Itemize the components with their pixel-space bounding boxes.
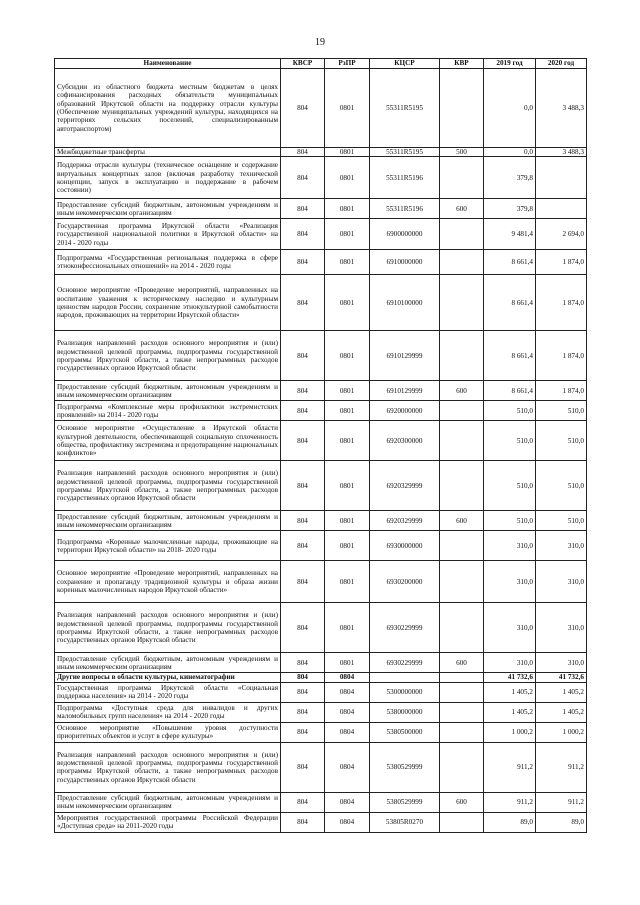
cell-2019: 1 000,2 <box>484 722 536 742</box>
cell-kcsr: 6910000000 <box>370 250 440 275</box>
cell-2020: 1 874,0 <box>536 250 587 275</box>
cell-kvsr: 804 <box>281 421 325 461</box>
cell-kvr <box>440 275 484 331</box>
cell-2019: 89,0 <box>484 812 536 832</box>
cell-kvsr: 804 <box>281 792 325 812</box>
page-number: 19 <box>315 37 325 48</box>
cell-2019: 911,2 <box>484 792 536 812</box>
table-row <box>55 561 587 603</box>
cell-2019: 310,0 <box>484 603 536 653</box>
cell-kvr <box>440 673 484 682</box>
cell-2019: 510,0 <box>484 421 536 461</box>
cell-kvsr: 804 <box>281 702 325 722</box>
cell-2019: 310,0 <box>484 653 536 673</box>
cell-kvr: 600 <box>440 381 484 401</box>
table-row <box>55 531 587 561</box>
table-row <box>55 219 587 250</box>
cell-rzpr: 0801 <box>325 401 370 421</box>
cell-2019: 8 661,4 <box>484 381 536 401</box>
cell-kvsr: 804 <box>281 682 325 702</box>
cell-rzpr: 0801 <box>325 219 370 250</box>
cell-kvr <box>440 461 484 511</box>
cell-kvr: 600 <box>440 199 484 219</box>
cell-kcsr: 55311R5196 <box>370 199 440 219</box>
cell-2019: 8 661,4 <box>484 250 536 275</box>
cell-kvsr: 804 <box>281 603 325 653</box>
table-row <box>55 682 587 702</box>
cell-kvsr: 804 <box>281 461 325 511</box>
cell-2019: 310,0 <box>484 531 536 561</box>
cell-2019: 41 732,6 <box>484 673 536 682</box>
table-row <box>55 812 587 832</box>
cell-name: Государственная программа Иркутской области «Социальная поддержка населения» на 2014 - 2020 годы <box>55 682 281 702</box>
cell-kvsr: 804 <box>281 511 325 531</box>
cell-2020: 1 874,0 <box>536 331 587 381</box>
cell-rzpr: 0801 <box>325 421 370 461</box>
cell-rzpr: 0804 <box>325 673 370 682</box>
cell-rzpr: 0801 <box>325 199 370 219</box>
cell-kcsr: 6930229999 <box>370 603 440 653</box>
cell-2020: 2 694,0 <box>536 219 587 250</box>
cell-2020: 911,2 <box>536 792 587 812</box>
table-row <box>55 148 587 157</box>
cell-kvr <box>440 682 484 702</box>
cell-kvsr: 804 <box>281 69 325 148</box>
cell-kcsr: 53805R0270 <box>370 812 440 832</box>
cell-kcsr: 6910100000 <box>370 275 440 331</box>
cell-kvr <box>440 401 484 421</box>
cell-2020: 89,0 <box>536 812 587 832</box>
cell-2019: 0,0 <box>484 69 536 148</box>
cell-kcsr: 6920329999 <box>370 511 440 531</box>
cell-rzpr: 0804 <box>325 722 370 742</box>
cell-kcsr: 55311R5196 <box>370 157 440 199</box>
cell-kvsr: 804 <box>281 673 325 682</box>
header-kvr: КВР <box>440 59 484 69</box>
cell-kvsr: 804 <box>281 653 325 673</box>
cell-2019: 1 405,2 <box>484 682 536 702</box>
cell-2020: 510,0 <box>536 461 587 511</box>
cell-kvsr: 804 <box>281 148 325 157</box>
table-row <box>55 275 587 331</box>
cell-2019: 379,8 <box>484 157 536 199</box>
cell-kcsr: 5380529999 <box>370 742 440 792</box>
cell-kvsr: 804 <box>281 275 325 331</box>
cell-kcsr: 6930229999 <box>370 653 440 673</box>
table-row <box>55 742 587 792</box>
table-row <box>55 69 587 148</box>
cell-kvr: 600 <box>440 792 484 812</box>
cell-name: Другие вопросы в области культуры, кинематографии <box>55 673 281 682</box>
cell-kvr <box>440 702 484 722</box>
cell-rzpr: 0804 <box>325 742 370 792</box>
cell-kvsr: 804 <box>281 742 325 792</box>
cell-2020 <box>536 157 587 199</box>
cell-kvsr: 804 <box>281 531 325 561</box>
cell-name: Основное мероприятие «Проведение мероприятий, направленных на сохранение и пропаганду традиционной культуры и образа жизни коренных малочисленных народов Иркутской области» <box>55 561 281 603</box>
cell-kvr <box>440 219 484 250</box>
table-row <box>55 603 587 653</box>
cell-name: Подпрограмма «Доступная среда для инвалидов и других маломобильных групп населения» на 2014 - 2020 годы <box>55 702 281 722</box>
cell-kcsr: 6900000000 <box>370 219 440 250</box>
cell-name: Реализация направлений расходов основного мероприятия и (или) ведомственной целевой программы, подпрограммы государственной программы Иркутской области, а также непрограммных расходов государственных органов Иркутской области <box>55 461 281 511</box>
cell-2020: 1 405,2 <box>536 702 587 722</box>
cell-name: Предоставление субсидий бюджетным, автономным учреждениям и иным некоммерческим организациям <box>55 653 281 673</box>
cell-name: Основное мероприятие «Осуществление в Иркутской области культурной деятельности, обеспечивающей социальную сплоченность общества, профилактику экстремизма и предотвращение национальных конфликтов» <box>55 421 281 461</box>
cell-rzpr: 0801 <box>325 511 370 531</box>
table-row <box>55 331 587 381</box>
cell-kcsr: 5380000000 <box>370 702 440 722</box>
cell-kvsr: 804 <box>281 331 325 381</box>
cell-kcsr: 6910129999 <box>370 381 440 401</box>
cell-name: Реализация направлений расходов основного мероприятия и (или) ведомственной целевой программы, подпрограммы государственной программы Иркутской области, а также непрограммных расходов государственных органов Иркутской области <box>55 331 281 381</box>
cell-kvsr: 804 <box>281 250 325 275</box>
cell-rzpr: 0801 <box>325 461 370 511</box>
cell-name: Реализация направлений расходов основного мероприятия и (или) ведомственной целевой программы, подпрограммы государственной программы Иркутской области, а также непрограммных расходов государственных органов Иркутской области <box>55 742 281 792</box>
cell-2020: 1 000,2 <box>536 722 587 742</box>
cell-kvr <box>440 250 484 275</box>
cell-name: Предоставление субсидий бюджетным, автономным учреждениям и иным некоммерческим организациям <box>55 511 281 531</box>
table-row <box>55 792 587 812</box>
table-row <box>55 461 587 511</box>
cell-2020: 510,0 <box>536 421 587 461</box>
cell-2019: 310,0 <box>484 561 536 603</box>
cell-2019: 9 481,4 <box>484 219 536 250</box>
header-2020: 2020 год <box>536 59 587 69</box>
cell-name: Основное мероприятие «Повышение уровня доступности приоритетных объектов и услуг в сфере культуры» <box>55 722 281 742</box>
cell-kvr <box>440 742 484 792</box>
cell-kvsr: 804 <box>281 219 325 250</box>
header-rzpr: РзПР <box>325 59 370 69</box>
cell-rzpr: 0804 <box>325 682 370 702</box>
table-row <box>55 381 587 401</box>
cell-rzpr: 0801 <box>325 561 370 603</box>
cell-kcsr: 6920000000 <box>370 401 440 421</box>
table-row <box>55 673 587 682</box>
cell-kvr <box>440 812 484 832</box>
cell-rzpr: 0801 <box>325 331 370 381</box>
cell-2019: 510,0 <box>484 511 536 531</box>
cell-2019: 510,0 <box>484 461 536 511</box>
cell-kcsr <box>370 673 440 682</box>
cell-rzpr: 0801 <box>325 381 370 401</box>
cell-rzpr: 0804 <box>325 812 370 832</box>
cell-2020 <box>536 199 587 219</box>
cell-kvr: 600 <box>440 511 484 531</box>
cell-kvr <box>440 531 484 561</box>
cell-2020: 510,0 <box>536 401 587 421</box>
cell-2020: 3 488,3 <box>536 148 587 157</box>
table-row <box>55 511 587 531</box>
cell-name: Основное мероприятие «Проведение мероприятий, направленных на воспитание уважения к историческому наследию и культурным ценностям народов России, сохранение этнокультурной самобытности народов, проживающих на территории Иркутской области» <box>55 275 281 331</box>
cell-kvsr: 804 <box>281 199 325 219</box>
cell-2019: 510,0 <box>484 401 536 421</box>
cell-name: Предоставление субсидий бюджетным, автономным учреждениям и иным некоммерческим организациям <box>55 381 281 401</box>
cell-2020: 1 405,2 <box>536 682 587 702</box>
table-row <box>55 653 587 673</box>
cell-kcsr: 6910129999 <box>370 331 440 381</box>
cell-kcsr: 6930200000 <box>370 561 440 603</box>
cell-kvsr: 804 <box>281 812 325 832</box>
cell-kcsr: 55311R5195 <box>370 69 440 148</box>
cell-name: Подпрограмма «Государственная региональная поддержка в сфере этноконфессиональных отношений» на 2014 - 2020 годы <box>55 250 281 275</box>
cell-kvr <box>440 603 484 653</box>
cell-kvr <box>440 421 484 461</box>
cell-kvr <box>440 157 484 199</box>
cell-name: Предоставление субсидий бюджетным, автономным учреждениям и иным некоммерческим организациям <box>55 199 281 219</box>
cell-name: Государственная программа Иркутской области «Реализация государственной национальной политики в Иркутской области» на 2014 - 2020 годы <box>55 219 281 250</box>
cell-name: Мероприятия государственной программы Российской Федерации «Доступная среда» на 2011-2020 годы <box>55 812 281 832</box>
table-row <box>55 250 587 275</box>
cell-kcsr: 6920329999 <box>370 461 440 511</box>
header-kcsr: КЦСР <box>370 59 440 69</box>
cell-kcsr: 6920300000 <box>370 421 440 461</box>
table-row <box>55 199 587 219</box>
cell-kvr <box>440 69 484 148</box>
cell-name: Субсидии из областного бюджета местным бюджетам в целях софинансирования расходных обязательств муниципальных образований Иркутской области на поддержку отрасли культуры (Обеспечение муниципальных учреждений культуры, находящихся на территориях сельских поселений, специализированным автотранспортом) <box>55 69 281 148</box>
cell-name: Межбюджетные трансферты <box>55 148 281 157</box>
cell-2020: 1 874,0 <box>536 381 587 401</box>
header-2019: 2019 год <box>484 59 536 69</box>
cell-2020: 310,0 <box>536 603 587 653</box>
cell-kvsr: 804 <box>281 722 325 742</box>
cell-kcsr: 5380529999 <box>370 792 440 812</box>
cell-kvr <box>440 331 484 381</box>
cell-rzpr: 0801 <box>325 157 370 199</box>
table-row <box>55 722 587 742</box>
cell-rzpr: 0801 <box>325 275 370 331</box>
cell-kvsr: 804 <box>281 157 325 199</box>
header-kvsr: КВСР <box>281 59 325 69</box>
table-row <box>55 157 587 199</box>
cell-name: Поддержка отрасли культуры (техническое оснащение и содержание виртуальных концертных залов (включая разработку технической концепции, запуск в эксплуатацию и поддержание в рабочем состоянии) <box>55 157 281 199</box>
cell-kvsr: 804 <box>281 561 325 603</box>
cell-rzpr: 0801 <box>325 531 370 561</box>
cell-kvr: 600 <box>440 653 484 673</box>
cell-name: Реализация направлений расходов основного мероприятия и (или) ведомственной целевой программы, подпрограммы государственной программы Иркутской области, а также непрограммных расходов государственных органов Иркутской области <box>55 603 281 653</box>
cell-2019: 0,0 <box>484 148 536 157</box>
cell-kvr: 500 <box>440 148 484 157</box>
table-row <box>55 702 587 722</box>
cell-kcsr: 55311R5195 <box>370 148 440 157</box>
cell-kcsr: 5380500000 <box>370 722 440 742</box>
cell-kvr <box>440 722 484 742</box>
table-body <box>55 69 587 833</box>
cell-kcsr: 5300000000 <box>370 682 440 702</box>
cell-2020: 3 488,3 <box>536 69 587 148</box>
cell-rzpr: 0804 <box>325 792 370 812</box>
budget-table <box>54 58 587 833</box>
cell-kvr <box>440 561 484 603</box>
cell-rzpr: 0801 <box>325 250 370 275</box>
cell-rzpr: 0804 <box>325 702 370 722</box>
cell-name: Предоставление субсидий бюджетным, автономным учреждениям и иным некоммерческим организациям <box>55 792 281 812</box>
cell-2019: 8 661,4 <box>484 331 536 381</box>
cell-2019: 1 405,2 <box>484 702 536 722</box>
cell-2020: 310,0 <box>536 561 587 603</box>
table-row <box>55 421 587 461</box>
cell-2020: 41 732,6 <box>536 673 587 682</box>
cell-kcsr: 6930000000 <box>370 531 440 561</box>
cell-2019: 379,8 <box>484 199 536 219</box>
cell-name: Подпрограмма «Комплексные меры профилактики экстремистских проявлений» на 2014 - 2020 годы <box>55 401 281 421</box>
cell-rzpr: 0801 <box>325 148 370 157</box>
cell-rzpr: 0801 <box>325 653 370 673</box>
cell-2019: 8 661,4 <box>484 275 536 331</box>
cell-2020: 310,0 <box>536 653 587 673</box>
cell-2020: 1 874,0 <box>536 275 587 331</box>
cell-rzpr: 0801 <box>325 69 370 148</box>
cell-kvsr: 804 <box>281 381 325 401</box>
cell-2020: 510,0 <box>536 511 587 531</box>
cell-kvsr: 804 <box>281 401 325 421</box>
cell-2019: 911,2 <box>484 742 536 792</box>
header-name: Наименование <box>55 59 281 69</box>
cell-name: Подпрограмма «Коренные малочисленные народы, проживающие на территории Иркутской области» на 2018- 2020 годы <box>55 531 281 561</box>
cell-rzpr: 0801 <box>325 603 370 653</box>
cell-2020: 310,0 <box>536 531 587 561</box>
cell-2020: 911,2 <box>536 742 587 792</box>
table-row <box>55 401 587 421</box>
table-header-row <box>55 59 587 69</box>
